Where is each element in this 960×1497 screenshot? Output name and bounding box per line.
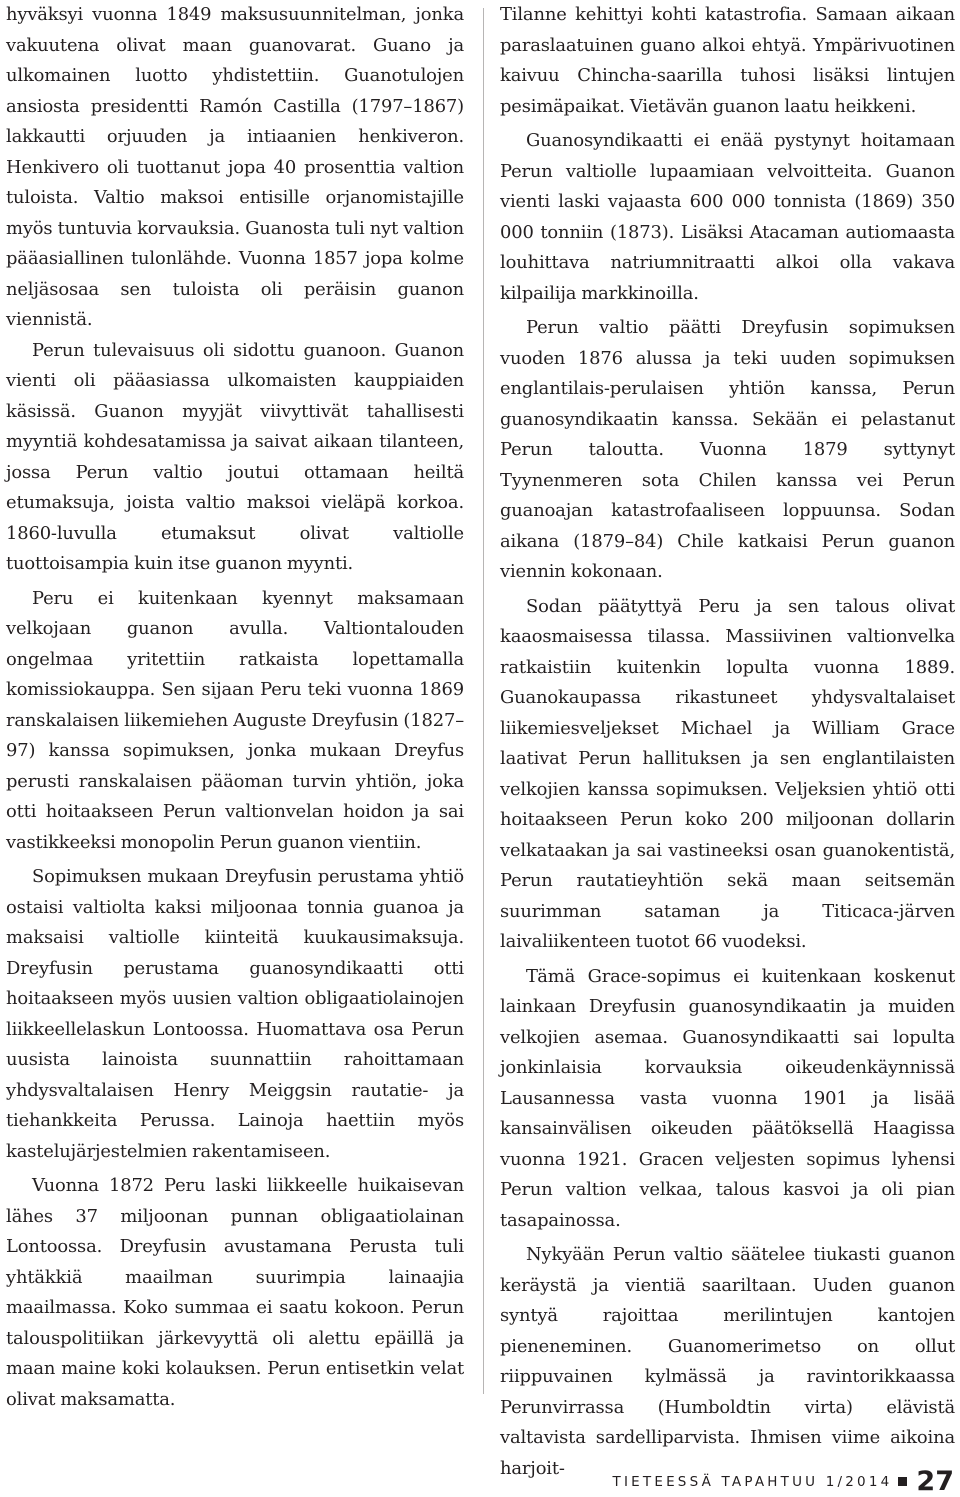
paragraph: Vuonna 1872 Peru laski liikkeelle huikaisevan lähes 37 miljoonan punnan obligaatiolainan Lontoossa. Dreyfusin avustamana Perusta tuli yhtäkkiä maailman suurimpia lainaajia maailmassa. Koko summaa ei saatu kokoon. Perun talouspolitiikan järkevyyttä oli alettu epäillä ja maan maine koki kolauksen. Perun entisetkin velat olivat maksamatta. [6,1175,464,1410]
page-number: 27 [916,1466,954,1497]
paragraph: Peru ei kuitenkaan kyennyt maksamaan velkojaan guanon avulla. Valtiontalouden ongelmaa yritettiin ratkaista lopettamalla komissiokauppa. Sen sijaan Peru teki vuonna 1869 ranskalaisen liikemiehen Auguste Dreyfusin (1827–97) kanssa sopimuksen, jonka mukaan Dreyfus perusti ranskalaisen pääoman turvin yhtiön, joka otti hoitaakseen Perun valtionvelan hoidon ja sai vastikkeeksi monopolin Perun guanon vientiin. [6,587,464,853]
paragraph: Tilanne kehittyi kohti katastrofia. Samaan aikaan paraslaatuinen guano alkoi ehtyä. Ympärivuotinen kaivuu Chincha-saarilla tuhosi lisäksi lintujen pesimäpaikat. Vietävän guanon laatu heikkeni. [500,4,955,117]
paragraph: Perun tulevaisuus oli sidottu guanoon. Guanon vienti oli pääasiassa ulkomaisten kauppiaiden käsissä. Guanon myyjät viivyttivät tahallisesti myyntiä kohdesatamissa ja saivat aikaan tilanteen, jossa Perun valtio joutui ottamaan heiltä etumaksuja, joista valtio maksoi vieläpä korkoa. 1860-luvulla etumaksut olivat valtiolle tuottoisampia kuin itse guanon myynti. [6,339,464,574]
paragraph: Sodan päätyttyä Peru ja sen talous olivat kaaosmaisessa tilassa. Massiivinen valtionvelka ratkaistiin kuitenkin lopulta vuonna 1889. Guanokaupassa rikastuneet yhdysvaltalaiset liikemiesveljekset Michael ja William Grace laativat Perun hallituksen ja sen englantilaisten velkojien kanssa sopimuksen. Veljeksien yhtiö otti hoitaakseen Perun koko 200 miljoonan dollarin velkataakan ja sai vastineeksi osan guanokentistä, Perun rautatieyhtiön sekä maan seitsemän suurimman sataman ja Titicaca-järven laivaliikenteen tuotot 66 vuodeksi. [500,595,955,952]
paragraph: Sopimuksen mukaan Dreyfusin perustama yhtiö ostaisi valtiolta kaksi miljoonaa tonnia guanoa ja maksaisi valtiolle kiinteitä kuukausimaksuja. Dreyfusin perustama guanosyndikaatti otti hoitaakseen myös uusien valtion obligaatiolainojen liikkeellelaskun Lontoossa. Huomattava osa Perun uusista lainoista suunnattiin rahoittamaan yhdysvaltalaisen Henry Meiggsin rautatie- ja tiehankkeita Perussa. Lainoja haettiin myös kastelujärjestelmien rakentamiseen. [6,866,464,1162]
paragraph: hyväksyi vuonna 1849 maksusuunnitelman, jonka vakuutena olivat maan guanovarat. Guano ja ulkomainen luotto yhdistettiin. Guanotulojen ansiosta presidentti Ramón Castilla (1797–1867) lakkautti orjuuden ja intiaanien henkiveron. Henkivero oli tuottanut jopa 40 prosenttia valtion tuloista. Valtio maksoi entisille orjanomistajille myös tuntuvia korvauksia. Guanosta tuli nyt valtion pääasiallinen tulonlähde. Vuonna 1857 jopa kolme neljäsosaa sen tuloista oli peräisin guanon viennistä. [6,4,464,330]
paragraph: Perun valtio päätti Dreyfusin sopimuksen vuoden 1876 alussa ja teki uuden sopimuksen englantilais-perulaisen yhtiön kanssa, Perun guanosyndikaatin kanssa. Sekään ei pelastanut Perun taloutta. Vuonna 1879 syttynyt Tyynenmeren sota Chilen kanssa vei Perun guanoajan katastrofaaliseen loppuunsa. Sodan aikana (1879–84) Chile katkaisi Perun guanon viennin kokonaan. [500,317,955,582]
paragraph: Guanosyndikaatti ei enää pystynyt hoitamaan Perun valtiolle lupaamiaan velvoitteita. Guanon vienti laski vajaasta 600 000 tonnista (1869) 350 000 tonniin (1873). Lisäksi Atacaman autiomaasta louhittava natriumnitraatti alkoi olla vakava kilpailija markkinoilla. [500,130,955,304]
paragraph: Nykyään Perun valtio säätelee tiukasti guanon keräystä ja vientiä saariltaan. Uuden guanon syntyä rajoittaa merilintujen kantojen pieneneminen. Guanomerimetso on ollut riippuvainen kylmässä ja ravintorikkaassa Perunvirrassa (Humboldtin virta) elävistä valtavista sardelliparvista. Ihmisen viime aikoina harjoit- [500,1244,955,1479]
paragraph: Tämä Grace-sopimus ei kuitenkaan koskenut lainkaan Dreyfusin guanosyndikaatin ja muiden velkojien asemaa. Guanosyndikaatti sai lopulta jonkinlaisia korvauksia oikeudenkäynnissä Lausannessa vasta vuonna 1901 ja lisää kansainvälisen oikeuden päätöksellä Haagissa vuonna 1921. Gracen veljesten sopimus lyhensi Perun valtion velkaa, talous kasvoi ja oli pian tasapainossa. [500,965,955,1231]
page-footer [613,1466,954,1497]
right-text-column [500,0,955,1484]
column-divider [483,8,484,1394]
square-bullet-icon [898,1477,907,1486]
left-text-column [6,0,464,1415]
magazine-issue-label: TIETEESSÄ TAPAHTUU 1/2014 [612,1473,893,1490]
